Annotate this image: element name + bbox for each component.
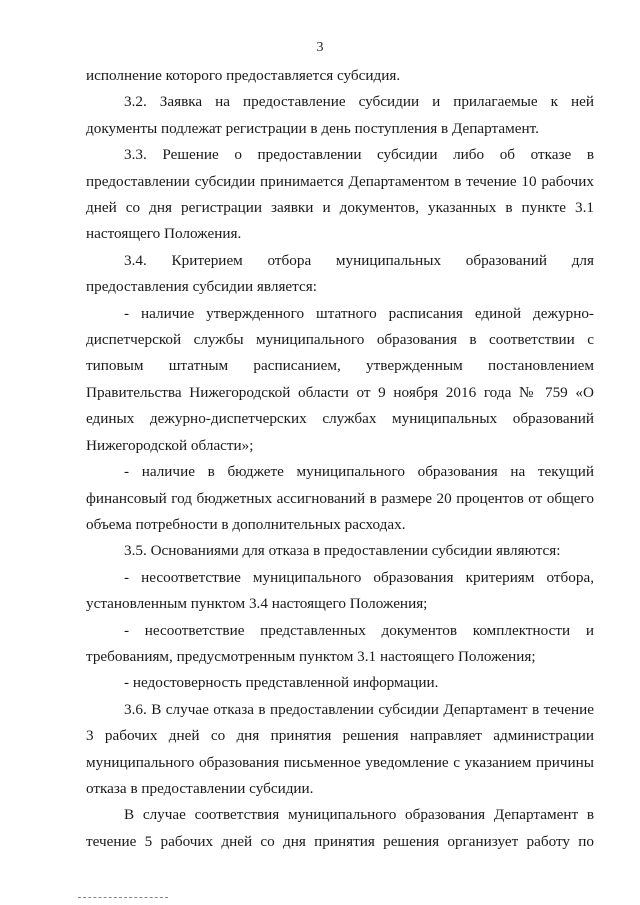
paragraph-p4: - наличие утвержденного штатного расписания единой дежурно-диспетчерской службы муниципального образования в соответствии с типовым штатным расписанием, утвержденным постановлением Правительства Нижегородской области от 9 ноября 2016 года № 759 «О единых дежурно-диспетчерских службах муниципальных образований Нижегородской области»; bbox=[86, 304, 594, 454]
paragraph-p11: В случае соответствия муниципального образования Департамент в течение 5 рабочих дней со дня принятия решения организует работу по bbox=[86, 806, 594, 850]
paragraph-p6: 3.5. Основаниями для отказа в предоставлении субсидии являются: bbox=[124, 542, 561, 560]
paragraph-p0: исполнение которого предоставляется субсидия. bbox=[86, 67, 401, 84]
paragraph-p2: 3.3. Решение о предоставлении субсидии либо об отказе в предоставлении субсидии принимается Департаментом в течение 10 рабочих дней со дня регистрации заявки и документов, указанных в пункте 3.1 настоящего Положения. bbox=[86, 146, 594, 243]
paragraph-p5: - наличие в бюджете муниципального образования на текущий финансовый год бюджетных ассигнований в размере 20 процентов от общего объема потребности в дополнительных расходах. bbox=[86, 463, 594, 533]
paragraph-p7: - несоответствие муниципального образования критериям отбора, установленным пунктом 3.4 настоящего Положения; bbox=[86, 568, 594, 613]
paragraph-p1: 3.2. Заявка на предоставление субсидии и прилагаемые к ней документы подлежат регистрации в день поступления в Департамент. bbox=[86, 93, 594, 137]
paragraph-p3: 3.4. Критерием отбора муниципальных образований для предоставления субсидии является: bbox=[86, 251, 594, 296]
paragraph-p8: - несоответствие представленных документов комплектности и требованиям, предусмотренным пунктом 3.1 настоящего Положения; bbox=[86, 621, 594, 665]
page-number: 3 bbox=[316, 40, 324, 55]
page-bottom-mark bbox=[78, 897, 168, 900]
paragraph-p10: 3.6. В случае отказа в предоставлении субсидии Департамент в течение 3 рабочих дней со дня принятия решения направляет администрации муниципального образования письменное уведомление с указанием причины отказа в предоставлении субсидии. bbox=[86, 700, 594, 797]
document-body bbox=[86, 63, 594, 855]
paragraph-p9: - недостоверность представленной информации. bbox=[124, 674, 439, 692]
